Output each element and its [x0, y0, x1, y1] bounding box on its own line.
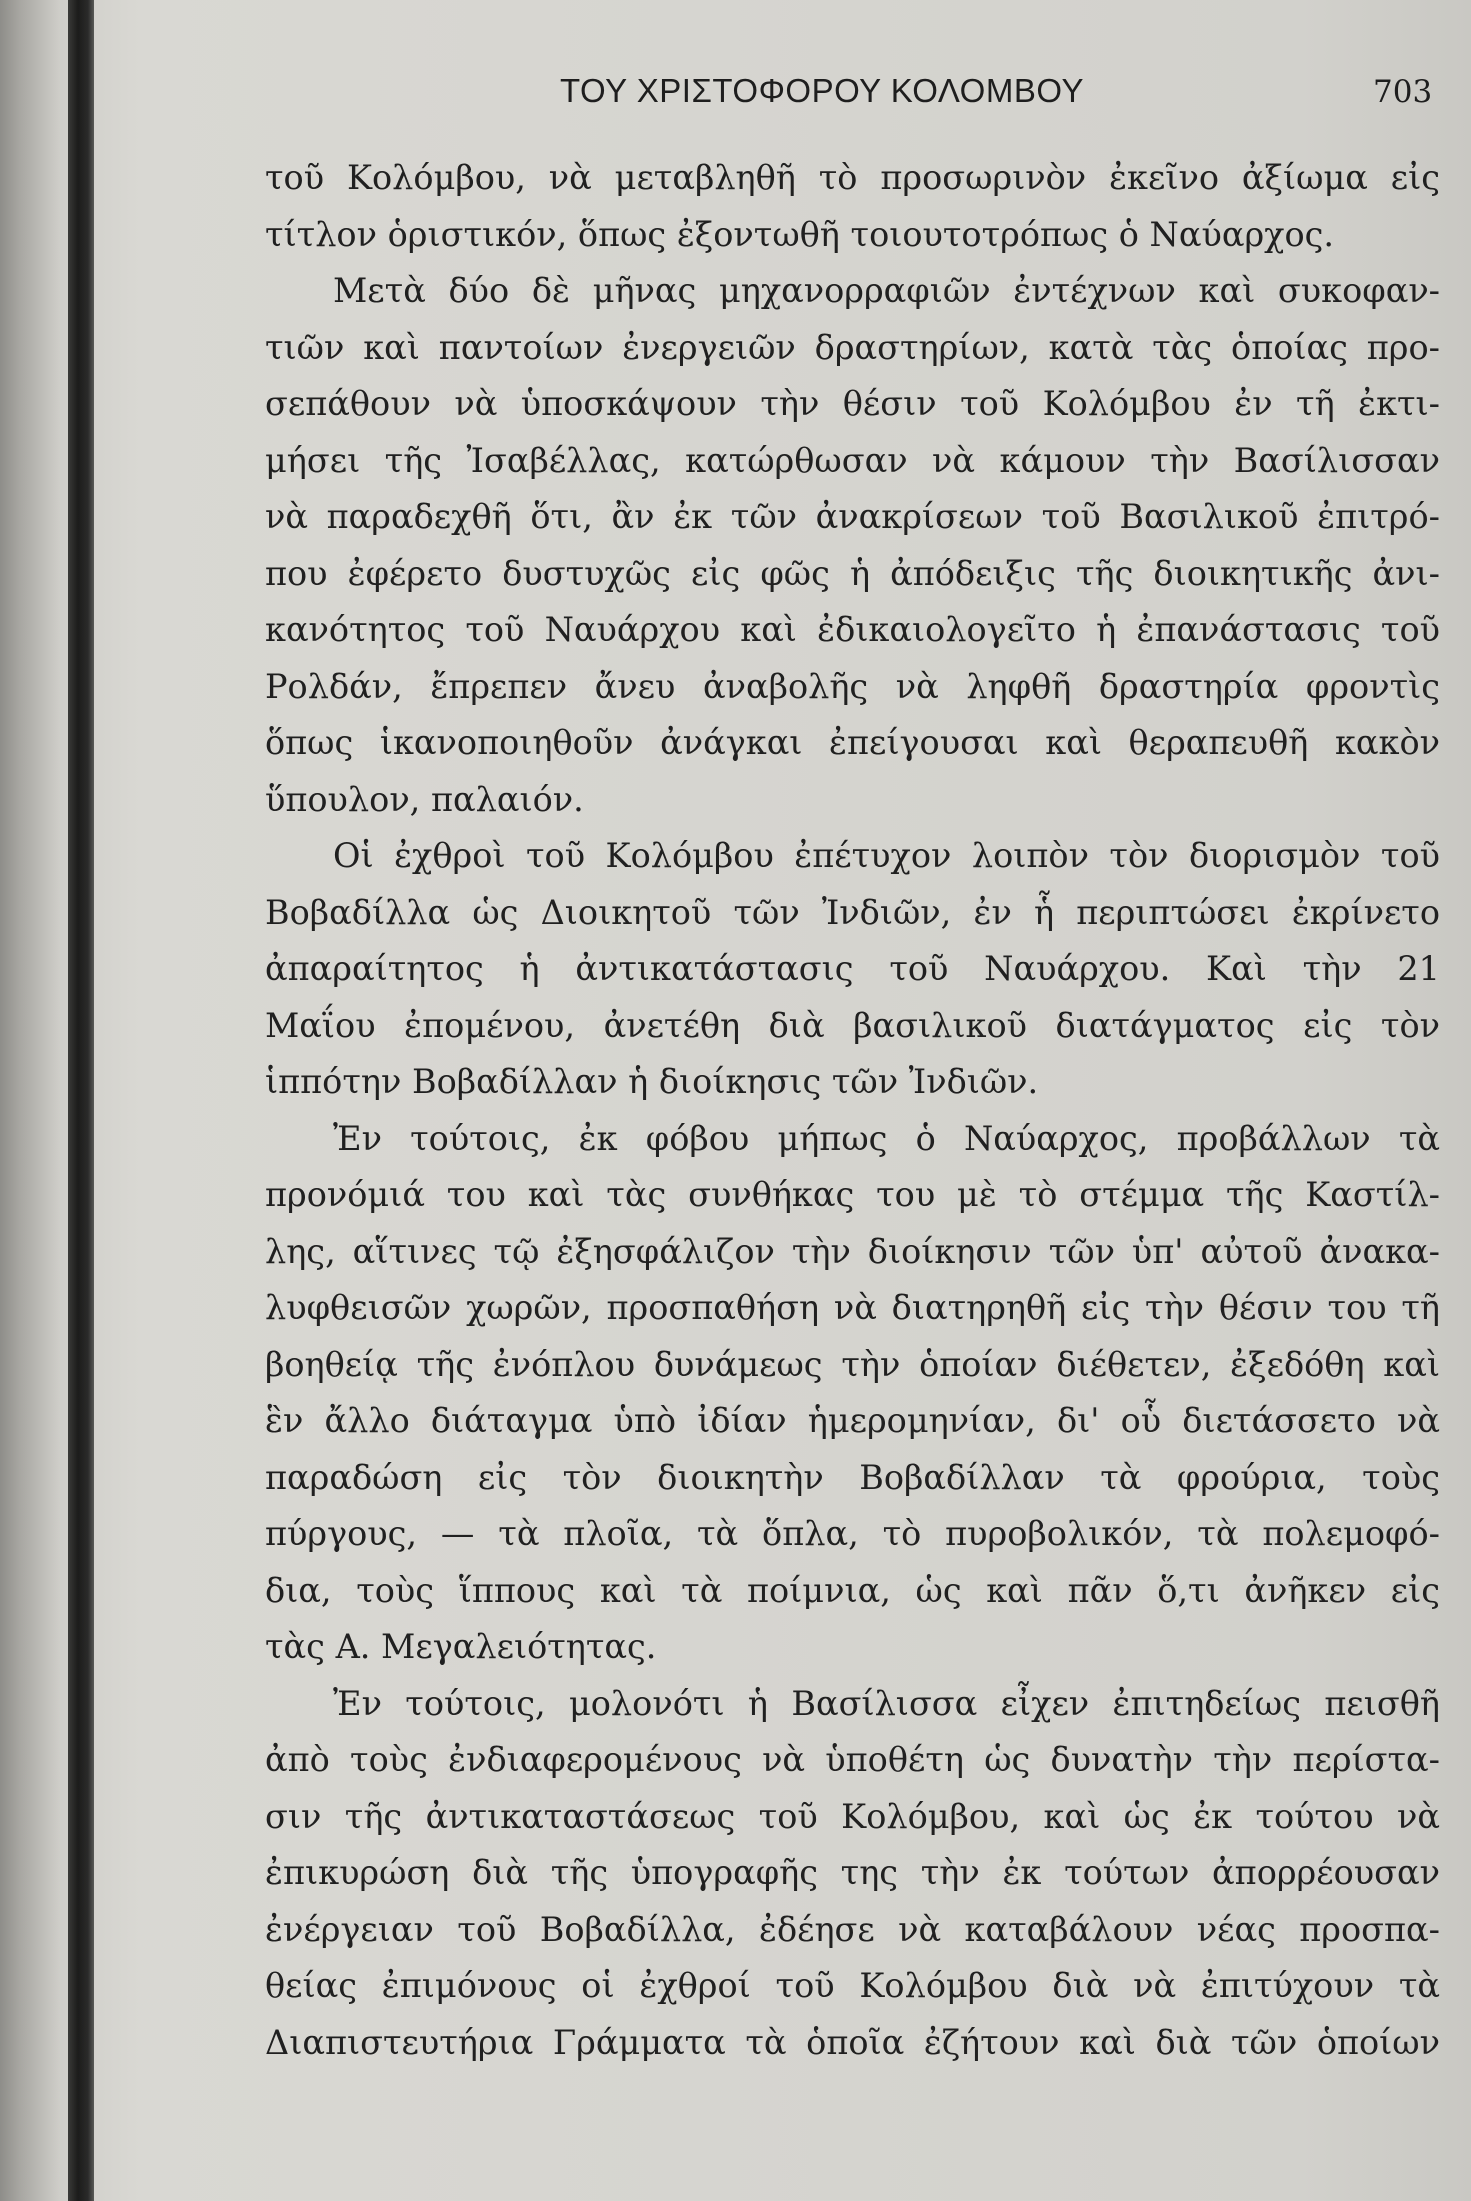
book-binding-shadow: [68, 0, 94, 2201]
text-line: τίτλον ὁριστικόν, ὅπως ἐξοντωθῆ τοιουτοτρόπως ὁ Ναύαρχος.: [265, 214, 1335, 254]
text-line: ὅπως ἱκανοποιηθοῦν ἀνάγκαι ἐπείγουσαι καὶ θεραπευθῆ κακὸν: [265, 723, 1440, 762]
text-line: βοηθείᾳ τῆς ἐνόπλου δυνάμεως τὴν ὁποίαν διέθετεν, ἐξεδόθη καὶ: [265, 1344, 1440, 1384]
text-line: μήσει τῆς Ἰσαβέλλας, κατώρθωσαν νὰ κάμουν τὴν Βασίλισσαν: [265, 440, 1440, 480]
text-line: ἀπαραίτητος ἡ ἀντικατάστασις τοῦ Ναυάρχου. Καὶ τὴν 21: [265, 949, 1440, 988]
text-line: ἓν ἄλλο διάταγμα ὑπὸ ἰδίαν ἡμερομηνίαν, δι' οὗ διετάσσετο νὰ: [265, 1401, 1440, 1440]
text-line: σιν τῆς ἀντικαταστάσεως τοῦ Κολόμβου, καὶ ὡς ἐκ τούτου νὰ: [265, 1796, 1440, 1836]
text-line: που ἐφέρετο δυστυχῶς εἰς φῶς ἡ ἀπόδειξις τῆς διοικητικῆς ἀνι-: [265, 553, 1440, 593]
text-line: Ἐν τούτοις, μολονότι ἡ Βασίλισσα εἶχεν ἐπιτηδείως πεισθῆ: [333, 1683, 1440, 1723]
text-line: κανότητος τοῦ Ναυάρχου καὶ ἐδικαιολογεῖτο ἡ ἐπανάστασις τοῦ: [265, 610, 1440, 649]
text-line: Βοβαδίλλα ὡς Διοικητοῦ τῶν Ἰνδιῶν, ἐν ἧ περιπτώσει ἐκρίνετο: [265, 892, 1440, 932]
text-line: νὰ παραδεχθῆ ὅτι, ἂν ἐκ τῶν ἀνακρίσεων τοῦ Βασιλικοῦ ἐπιτρό-: [265, 497, 1440, 536]
text-line: ἐνέργειαν τοῦ Βοβαδίλλα, ἐδέησε νὰ καταβάλουν νέας προσπα-: [265, 1909, 1440, 1949]
page-number: 703: [1373, 74, 1433, 110]
text-line: σεπάθουν νὰ ὑποσκάψουν τὴν θέσιν τοῦ Κολόμβου ἐν τῆ ἐκτι-: [265, 384, 1440, 423]
text-line: Ρολδάν, ἔπρεπεν ἄνευ ἀναβολῆς νὰ ληφθῆ δραστηρία φροντὶς: [265, 666, 1440, 706]
body-text: [265, 150, 1440, 2071]
text-line: λυφθεισῶν χωρῶν, προσπαθήση νὰ διατηρηθῆ εἰς τὴν θέσιν του τῆ: [265, 1288, 1440, 1327]
text-line: ἐπικυρώση διὰ τῆς ὑπογραφῆς της τὴν ἐκ τούτων ἀπορρέουσαν: [265, 1853, 1440, 1892]
text-line: λης, αἵτινες τῷ ἐξησφάλιζον τὴν διοίκησιν τῶν ὑπ' αὐτοῦ ἀνακα-: [265, 1231, 1440, 1271]
text-line: Οἱ ἐχθροὶ τοῦ Κολόμβου ἐπέτυχον λοιπὸν τὸν διορισμὸν τοῦ: [333, 836, 1440, 875]
page-header: [265, 72, 1440, 122]
text-line: θείας ἐπιμόνους οἱ ἐχθροί τοῦ Κολόμβου διὰ νὰ ἐπιτύχουν τὰ: [265, 1966, 1440, 2005]
text-line: τιῶν καὶ παντοίων ἐνεργειῶν δραστηρίων, κατὰ τὰς ὁποίας προ-: [265, 327, 1440, 367]
text-line: ὕπουλον, παλαιόν.: [265, 779, 584, 819]
text-line: Ἐν τούτοις, ἐκ φόβου μήπως ὁ Ναύαρχος, προβάλλων τὰ: [333, 1118, 1440, 1158]
text-line: παραδώση εἰς τὸν διοικητὴν Βοβαδίλλαν τὰ φρούρια, τοὺς: [265, 1457, 1440, 1497]
text-line: Μετὰ δύο δὲ μῆνας μηχανορραφιῶν ἐντέχνων καὶ συκοφαν-: [333, 271, 1440, 310]
text-line: προνόμιά του καὶ τὰς συνθήκας του μὲ τὸ στέμμα τῆς Καστίλ-: [265, 1175, 1440, 1214]
text-line: τοῦ Κολόμβου, νὰ μεταβληθῆ τὸ προσωρινὸν ἐκεῖνο ἀξίωμα εἰς: [265, 158, 1440, 197]
text-line: δια, τοὺς ἵππους καὶ τὰ ποίμνια, ὡς καὶ πᾶν ὅ,τι ἀνῆκεν εἰς: [265, 1570, 1440, 1610]
text-line: Μαΐου ἐπομένου, ἀνετέθη διὰ βασιλικοῦ διατάγματος εἰς τὸν: [265, 1005, 1440, 1045]
running-title: ΤΟΥ ΧΡΙΣΤΟΦΟΡΟΥ ΚΟΛΟΜΒΟΥ: [560, 72, 1084, 109]
text-line: ἱππότην Βοβαδίλλαν ἡ διοίκησις τῶν Ἰνδιῶν.: [265, 1062, 1039, 1101]
text-line: Διαπιστευτήρια Γράμματα τὰ ὁποῖα ἐζήτουν καὶ διὰ τῶν ὁποίων: [265, 2022, 1440, 2062]
text-line: τὰς Α. Μεγαλειότητας.: [265, 1627, 657, 1666]
text-line: ἀπὸ τοὺς ἐνδιαφερομένους νὰ ὑποθέτη ὡς δυνατὴν τὴν περίστα-: [265, 1740, 1440, 1779]
text-line: πύργους, — τὰ πλοῖα, τὰ ὅπλα, τὸ πυροβολικόν, τὰ πολεμοφό-: [265, 1514, 1440, 1553]
